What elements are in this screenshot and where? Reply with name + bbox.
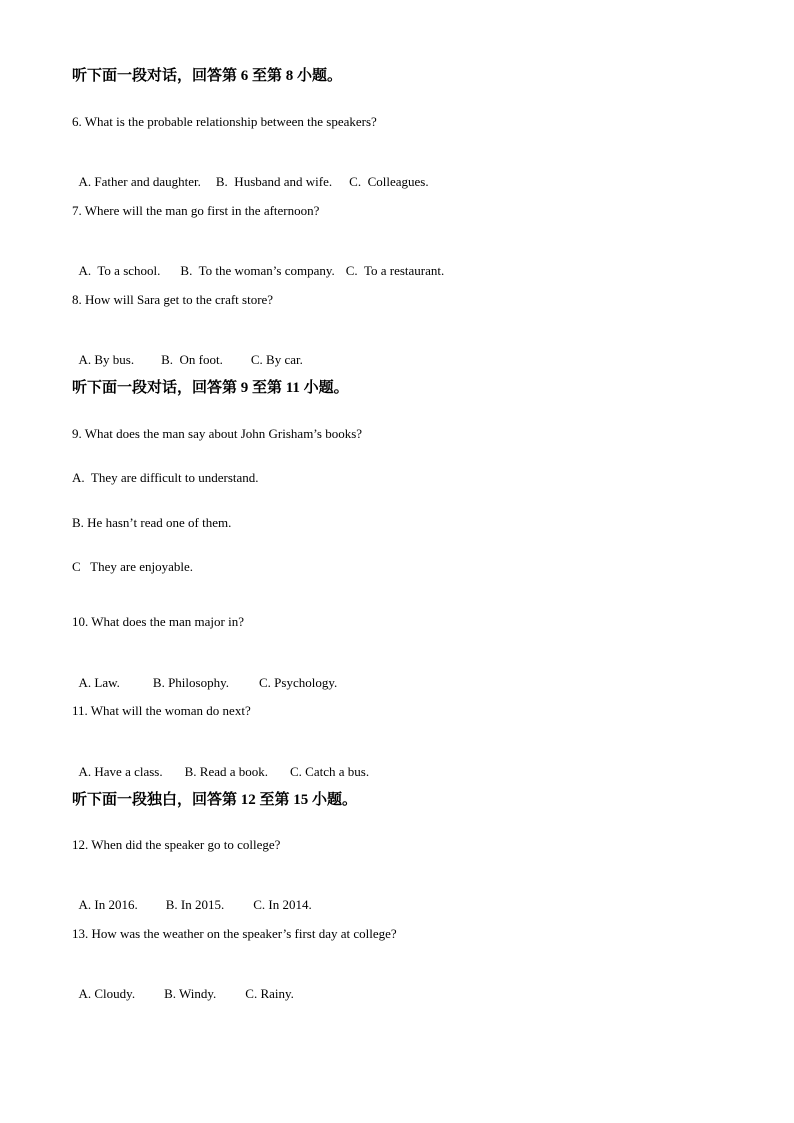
question-11-option-c[interactable]: C. Catch a bus.: [290, 764, 370, 779]
question-12-options: [72, 881, 312, 913]
question-6-stem: 6. What is the probable relationship between the speakers?: [72, 114, 377, 129]
question-10-options: [72, 659, 337, 691]
question-11-option-a[interactable]: A. Have a class.: [78, 764, 163, 779]
question-9-option-b[interactable]: B. He hasn’t read one of them.: [72, 515, 232, 530]
question-11-option-b[interactable]: B. Read a book.: [184, 764, 269, 779]
question-12-option-c[interactable]: C. In 2014.: [253, 897, 312, 912]
question-6-option-a[interactable]: A. Father and daughter.: [78, 174, 201, 189]
question-6-option-b[interactable]: B. Husband and wife.: [215, 174, 333, 189]
question-13-option-c[interactable]: C. Rainy.: [245, 986, 294, 1001]
question-10-option-c[interactable]: C. Psychology.: [259, 675, 338, 690]
question-6-options: [72, 158, 429, 190]
question-9-option-c[interactable]: C They are enjoyable.: [72, 559, 194, 574]
question-12-option-b[interactable]: B. In 2015.: [165, 897, 225, 912]
question-13-options: [72, 970, 294, 1002]
question-9-option-a[interactable]: A. They are difficult to understand.: [72, 470, 259, 485]
question-7-option-c[interactable]: C. To a restaurant.: [345, 263, 445, 278]
question-11-options: [72, 748, 369, 780]
question-12-option-a[interactable]: A. In 2016.: [78, 897, 138, 912]
section-heading-3: 听下面一段独白，回答第 12 至第 15 小题。: [72, 792, 358, 808]
question-13-option-b[interactable]: B. Windy.: [164, 986, 217, 1001]
question-10-option-a[interactable]: A. Law.: [78, 675, 120, 690]
question-8-stem: 8. How will Sara get to the craft store?: [72, 292, 274, 307]
question-7-options: [72, 247, 444, 279]
question-13-stem: 13. How was the weather on the speaker’s first day at college?: [72, 926, 397, 941]
question-8-option-b[interactable]: B. On foot.: [161, 352, 223, 367]
question-9-stem: 9. What does the man say about John Grisham’s books?: [72, 426, 363, 441]
question-7-stem: 7. Where will the man go first in the afternoon?: [72, 203, 320, 218]
question-13-option-a[interactable]: A. Cloudy.: [78, 986, 136, 1001]
section-heading-2: 听下面一段对话，回答第 9 至第 11 小题。: [72, 380, 349, 396]
question-8-option-c[interactable]: C. By car.: [250, 352, 303, 367]
question-7-option-b[interactable]: B. To the woman’s company.: [180, 263, 335, 278]
section-heading-1: 听下面一段对话，回答第 6 至第 8 小题。: [72, 68, 343, 84]
question-7-option-a[interactable]: A. To a school.: [78, 263, 161, 278]
question-12-stem: 12. When did the speaker go to college?: [72, 837, 281, 852]
question-8-options: [72, 336, 303, 368]
question-6-option-c[interactable]: C. Colleagues.: [349, 174, 429, 189]
question-8-option-a[interactable]: A. By bus.: [78, 352, 135, 367]
question-11-stem: 11. What will the woman do next?: [72, 703, 251, 718]
question-10-stem: 10. What does the man major in?: [72, 614, 244, 629]
question-10-option-b[interactable]: B. Philosophy.: [152, 675, 229, 690]
